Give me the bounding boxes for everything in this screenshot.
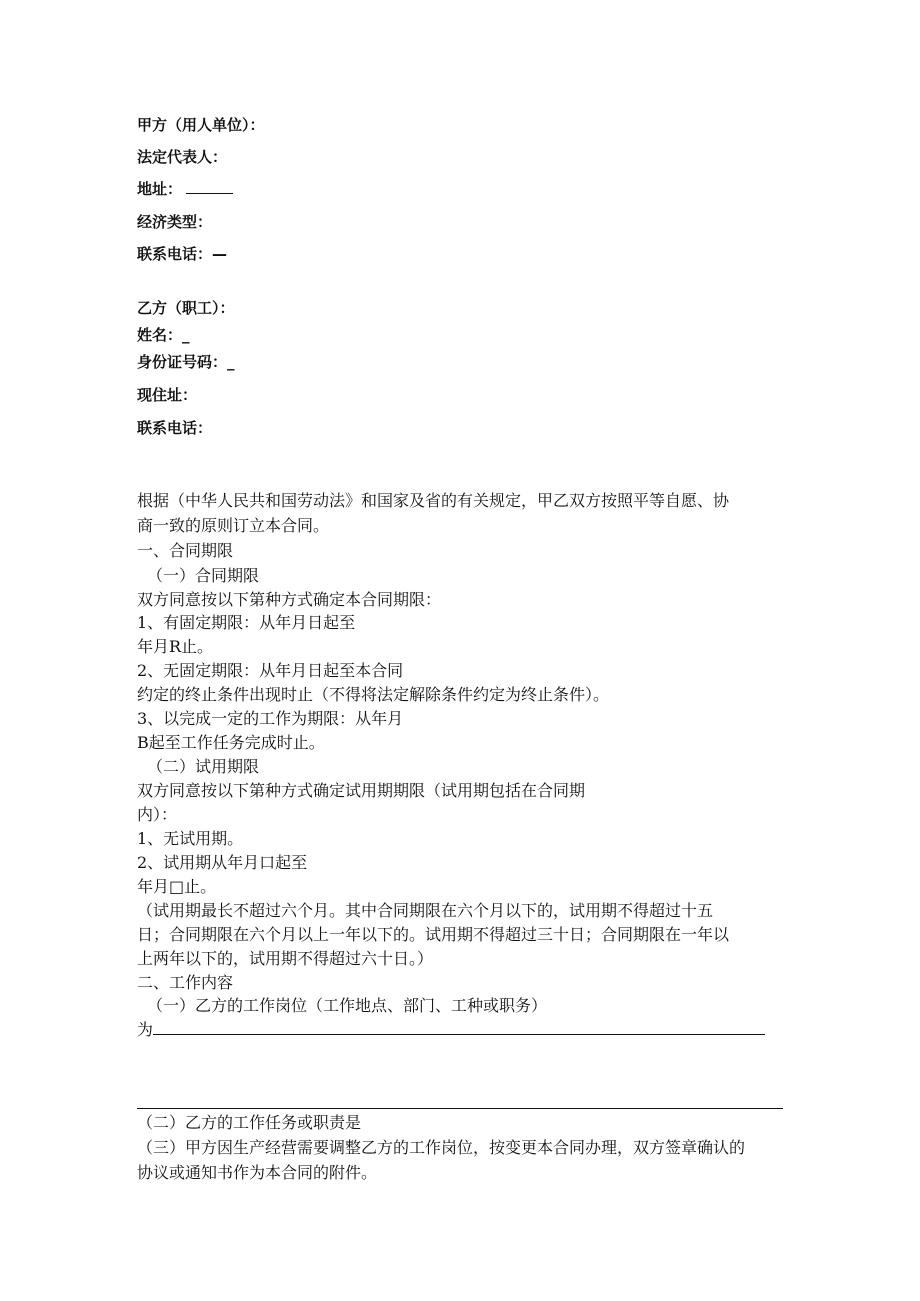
probation-option-2a: 2、试用期从年月口起至 — [137, 853, 308, 872]
preamble-line-1: 根据（中华人民共和国劳动法》和国家及省的有关规定，甲乙双方按照平等自愿、协 — [137, 491, 730, 510]
probation-option-1: 1、无试用期。 — [137, 829, 244, 848]
section-divider — [137, 1108, 783, 1109]
party-a-legal-rep: 法定代表人： — [137, 148, 228, 166]
party-b-current-address: 现住址： — [137, 386, 198, 404]
section-1-1-title: （一）合同期限 — [147, 566, 260, 585]
term-option-1a: 1、有固定期限：从年月日起至 — [137, 613, 356, 632]
party-a-phone: 联系电话：— — [137, 245, 228, 263]
term-option-2a: 2、无固定期限：从年月日起至本合同 — [137, 661, 404, 680]
address-blank — [186, 181, 233, 194]
section-2-1-title: （一）乙方的工作岗位（工作地点、部门、工种或职务） — [147, 996, 548, 1015]
section-2-3-line-b: 协议或通知书作为本合同的附件。 — [137, 1163, 378, 1182]
term-option-3b: B起至工作任务完成时止。 — [137, 733, 325, 752]
probation-note-c: 上两年以下的，试用期不得超过六十日。） — [137, 949, 434, 968]
job-position-label: 为 — [137, 1020, 154, 1039]
section-1-title: 一、合同期限 — [137, 541, 234, 560]
party-a-address-row — [137, 179, 233, 199]
term-option-3a: 3、以完成一定的工作为期限：从年月 — [137, 709, 404, 728]
section-2-title: 二、工作内容 — [137, 973, 234, 992]
party-b-heading: 乙方（职工）： — [137, 299, 235, 317]
party-b-phone: 联系电话： — [137, 419, 213, 437]
probation-note-a: （试用期最长不超过六个月。其中合同期限在六个月以下的，试用期不得超过十五 — [137, 901, 714, 920]
section-2-2: （二）乙方的工作任务或职责是 — [137, 1113, 362, 1132]
probation-option-2b: 年月□止。 — [137, 877, 217, 896]
preamble-line-2: 商一致的原则订立本合同。 — [137, 516, 330, 535]
party-b-id-number: 身份证号码：_ — [137, 353, 235, 371]
probation-intro-a: 双方同意按以下第种方式确定试用期期限（试用期包括在合同期 — [137, 781, 586, 800]
party-a-heading: 甲方（用人单位）： — [137, 116, 265, 134]
section-1-1-intro: 双方同意按以下第种方式确定本合同期限： — [137, 590, 442, 609]
term-option-1b: 年月R止。 — [137, 637, 214, 656]
party-b-name: 姓名：_ — [137, 326, 190, 344]
probation-intro-b: 内）： — [137, 805, 178, 824]
term-option-2b: 约定的终止条件出现时止（不得将法定解除条件约定为终止条件）。 — [137, 685, 610, 704]
probation-note-b: 日；合同期限在六个月以上一年以下的。试用期不得超过三十日；合同期限在一年以 — [137, 925, 730, 944]
section-2-3-line-a: （三）甲方因生产经营需要调整乙方的工作岗位，按变更本合同办理，双方签章确认的 — [137, 1138, 746, 1157]
section-1-2-title: （二）试用期限 — [147, 757, 260, 776]
party-a-economic-type: 经济类型： — [137, 213, 213, 231]
job-position-blank — [153, 1020, 765, 1035]
job-position-row — [137, 1020, 765, 1040]
party-a-address-label: 地址： — [137, 180, 183, 198]
